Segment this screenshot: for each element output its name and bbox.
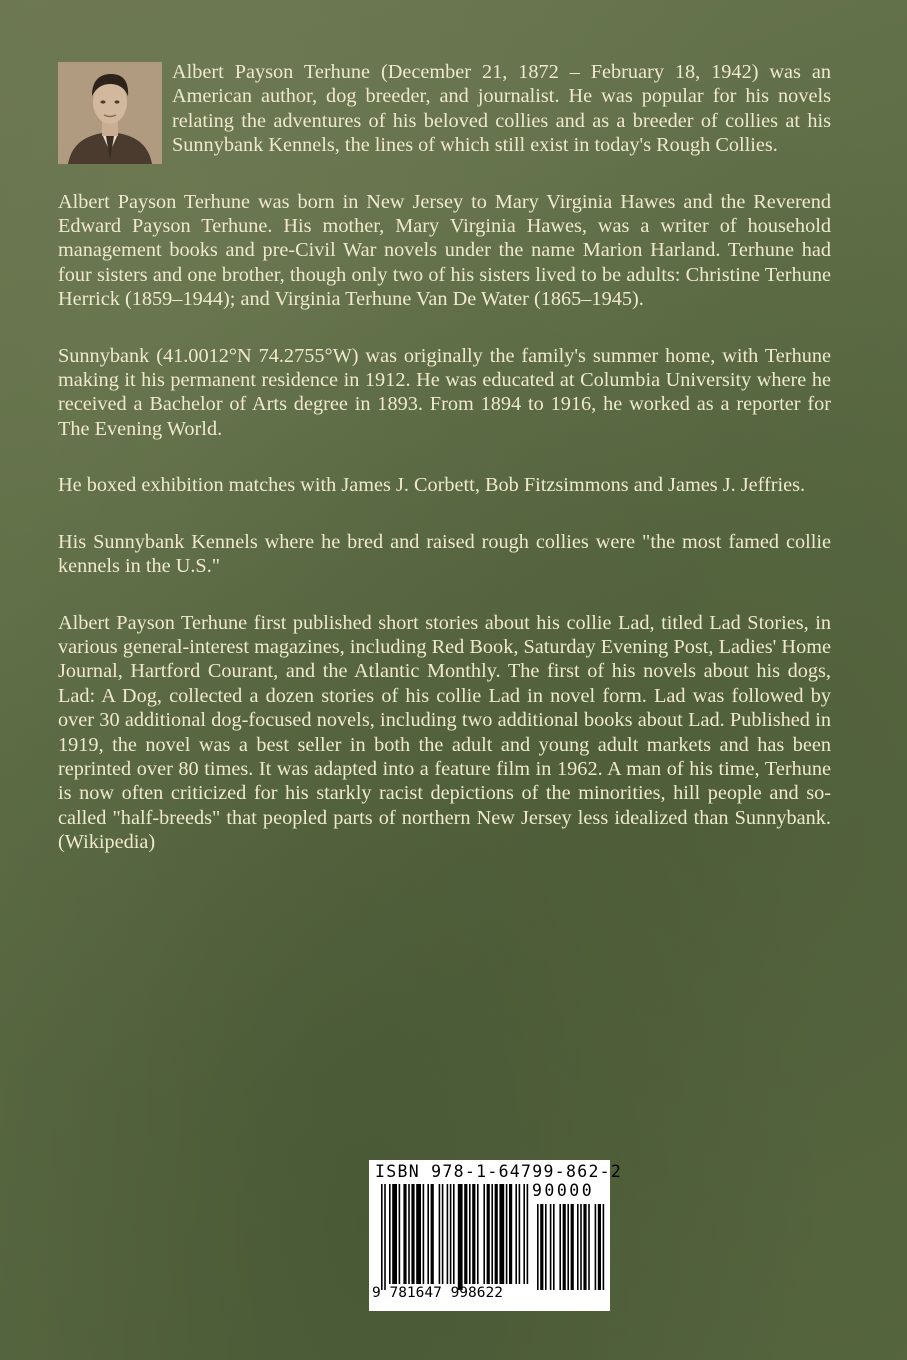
barcode-addon-bar: [580, 1204, 582, 1290]
barcode-addon-bar: [595, 1204, 597, 1290]
barcode-bar: [483, 1184, 485, 1284]
barcode-bar: [506, 1184, 508, 1284]
barcode-bar: [515, 1184, 517, 1284]
barcode-bar: [523, 1184, 525, 1284]
barcode-bar: [399, 1184, 401, 1284]
barcode-addon-bar: [571, 1204, 574, 1290]
barcode-bar: [450, 1184, 452, 1284]
bio-paragraph-5: His Sunnybank Kennels where he bred and raised rough collies were "the most famed collie kennels in the U.S.": [58, 530, 831, 578]
barcode-bar: [487, 1184, 490, 1284]
barcode-bar: [384, 1184, 386, 1290]
barcode-bar: [458, 1184, 463, 1290]
price-code: 90000: [532, 1181, 595, 1200]
barcode-bar: [519, 1184, 521, 1284]
bio-paragraph-3: Sunnybank (41.0012°N 74.2755°W) was originally the family's summer home, with Terhune making it his permanent residence in 1912. He was educated at Columbia University where he received a Bachelor of Arts degree in 1893. From 1894 to 1916, he worked as a reporter for The Evening World.: [58, 344, 831, 440]
barcode-addon-bar: [559, 1204, 561, 1290]
author-portrait-photo: [58, 62, 162, 164]
barcode-bar: [495, 1184, 498, 1284]
barcode-addon-bar: [588, 1204, 590, 1290]
bio-paragraph-2: Albert Payson Terhune was born in New Jersey to Mary Virginia Hawes and the Reverend Edward Payson Terhune. His mother, Mary Virginia Hawes, was a writer of household management books and pre-Civil War novels under the name Marion Harland. Terhune had four sisters and one brother, though only two of his sisters lived to be adults: Christine Terhune Herrick (1859–1944); and Virginia Terhune Van De Water (1865–1945).: [58, 190, 831, 311]
barcode-bar: [381, 1184, 383, 1290]
barcode-addon-bar: [603, 1204, 605, 1290]
barcode-addon-bar: [545, 1204, 547, 1290]
barcode-bar: [416, 1184, 421, 1284]
barcode-addon-bar: [583, 1204, 586, 1290]
barcode-addon-bar: [598, 1204, 601, 1290]
barcode-bar: [431, 1184, 434, 1284]
barcode-bar: [403, 1184, 406, 1284]
barcode-bar: [469, 1184, 471, 1284]
barcode-bar: [427, 1184, 429, 1284]
barcode-bar: [499, 1184, 504, 1284]
barcode-digits: 9 781647 998622: [372, 1285, 503, 1301]
barcode-bar: [392, 1184, 397, 1284]
barcode-bar: [442, 1184, 444, 1284]
barcode-addon-bar: [577, 1204, 579, 1290]
barcode-bar: [509, 1184, 512, 1284]
isbn-label: ISBN 978-1-64799-862-2: [375, 1162, 623, 1181]
barcode-addon-bar: [537, 1204, 539, 1290]
barcode-bar: [527, 1184, 529, 1284]
barcode-bar: [491, 1184, 493, 1284]
bio-paragraph-1: [58, 60, 831, 158]
barcode-addon-bar: [553, 1204, 555, 1290]
author-bio: [58, 60, 831, 887]
barcode-bar: [389, 1184, 391, 1284]
barcode-bar: [411, 1184, 414, 1284]
barcode-addon-bar: [550, 1204, 552, 1290]
bio-paragraph-6: Albert Payson Terhune first published short stories about his collie Lad, titled Lad Stories, in various general-interest magazines, including Red Book, Saturday Evening Post, Ladies' Home Journal, Hartford Courant, and the Atlantic Monthly. The first of his novels about his dogs, Lad: A Dog, collected a dozen stories of his collie Lad in novel form. Lad was followed by over 30 additional dog-focused novels, including two additional books about Lad. Published in 1919, the novel was a best seller in both the adult and young adult markets and has been reprinted over 80 times. It was adapted into a feature film in 1962. A man of his time, Terhune is now often criticized for his starkly racist depictions of the minorities, hill people and so-called "half-breeds" that peopled parts of northern New Jersey less idealized than Sunnybank.(Wikipedia): [58, 611, 831, 854]
barcode-bar: [453, 1184, 455, 1284]
barcode-bar: [472, 1184, 475, 1284]
barcode-bar: [423, 1184, 425, 1284]
barcode-bar: [447, 1184, 449, 1284]
barcode-bar: [477, 1184, 479, 1284]
bio-paragraph-4: He boxed exhibition matches with James J. Corbett, Bob Fitzsimmons and James J. Jeffries.: [58, 474, 806, 497]
isbn-barcode: [369, 1160, 623, 1311]
barcode-bar: [408, 1184, 410, 1284]
barcode-addon-bar: [540, 1204, 543, 1290]
barcode-addon-bar: [563, 1204, 566, 1290]
barcode-bar: [464, 1184, 467, 1284]
barcode-bar: [439, 1184, 441, 1284]
bio-paragraph-1-text: Albert Payson Terhune (December 21, 1872 – February 18, 1942) was an American author, dog breeder, and journalist. He was popular for his novels relating the adventures of his beloved collies and as a breeder of collies at his Sunnybank Kennels, the lines of which still exist in today's Rough Collies.: [172, 61, 831, 157]
barcode-addon-bar: [567, 1204, 569, 1290]
portrait-silhouette: [58, 62, 162, 164]
